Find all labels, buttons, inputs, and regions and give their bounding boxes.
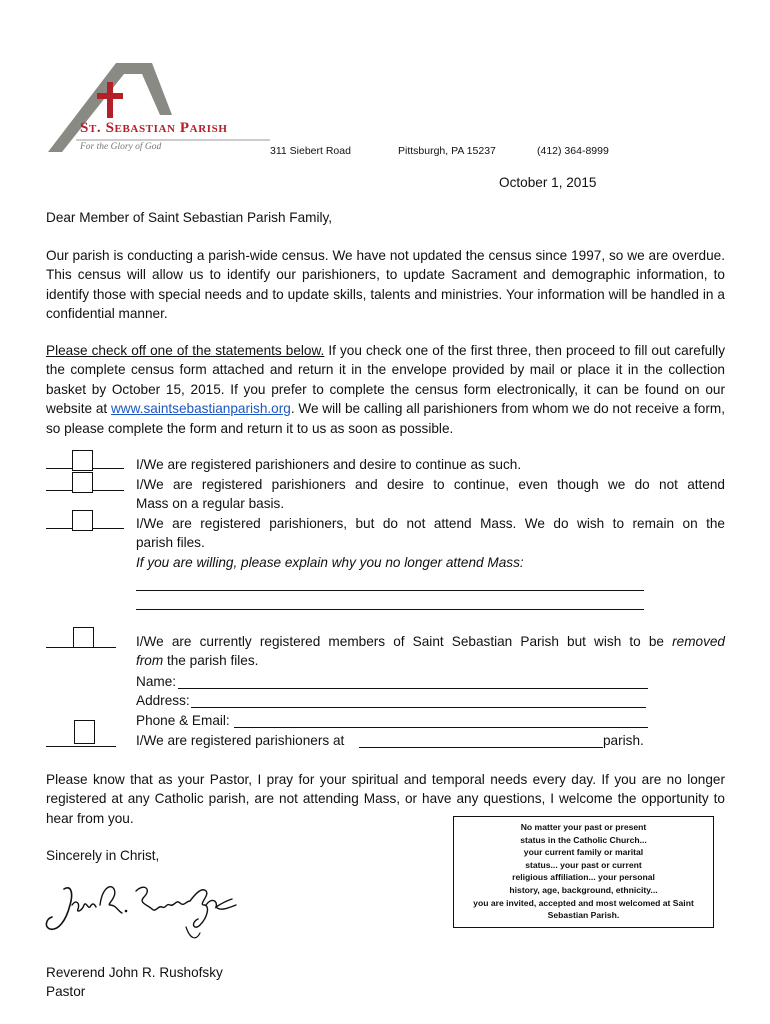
- instructions-underlined: Please check off one of the statements below.: [46, 343, 325, 358]
- note-line: No matter your past or present: [520, 822, 647, 832]
- option5-blank: [46, 746, 116, 747]
- parish-logo: [44, 60, 274, 155]
- address-field[interactable]: [191, 707, 646, 708]
- option3-text: [136, 514, 725, 572]
- parish-tagline: For the Glory of God: [80, 142, 162, 152]
- intro-paragraph: Our parish is conducting a parish-wide census. We have not updated the census since 1997, so we are overdue. This census will allow us to identify our parishioners, to update Sacrament and demographic information, to identify those with special needs and to update skills, talents and ministries. Your information will be handled in a confidential manner.: [46, 248, 725, 322]
- name-label: Name:: [136, 674, 177, 689]
- option2-line1: I/We are registered parishioners and desire to continue, even though we do not attend: [136, 477, 725, 492]
- note-line: history, age, background, ethnicity...: [509, 884, 658, 895]
- parish-name: St. Sebastian Parish: [80, 120, 228, 136]
- letter-date: October 1, 2015: [499, 175, 597, 190]
- welcome-note-box: [453, 816, 714, 928]
- option2-text: [136, 475, 725, 514]
- note-line: your current family or marital: [523, 847, 644, 858]
- phone-email-field[interactable]: [234, 727, 648, 728]
- option4-checkbox[interactable]: [73, 627, 94, 648]
- note-line: Sebastian Parish.: [547, 910, 620, 921]
- option1-text: I/We are registered parishioners and desire to continue as such.: [136, 457, 522, 472]
- header-phone: (412) 364-8999: [537, 145, 609, 157]
- sign-off: Sincerely in Christ,: [46, 848, 160, 863]
- other-parish-field[interactable]: [359, 747, 603, 748]
- note-line: religious affiliation... your personal: [512, 872, 655, 883]
- note-line: status... your past or current: [525, 859, 642, 870]
- name-field[interactable]: [178, 688, 648, 689]
- salutation: Dear Member of Saint Sebastian Parish Family,: [46, 210, 333, 225]
- option3-line1: I/We are registered parishioners, but do not attend Mass. We do wish to remain on the: [136, 516, 725, 531]
- note-line: you are invited, accepted and most welcomed at Saint: [473, 897, 694, 908]
- option1-checkbox[interactable]: [72, 450, 93, 471]
- option3-prompt: If you are willing, please explain why you no longer attend Mass:: [136, 554, 524, 570]
- signer-name: Reverend John R. Rushofsky: [46, 965, 223, 980]
- option2-line2: Mass on a regular basis.: [136, 496, 285, 512]
- option4-text: [136, 632, 725, 671]
- header-city: Pittsburgh, PA 15237: [398, 145, 496, 157]
- option5-suffix: parish.: [603, 733, 644, 748]
- option4-line1: I/We are currently registered members of Saint Sebastian Parish but wish to be removed: [136, 634, 725, 649]
- instructions-part2: . We will be calling all parishioners from whom we do not receive a form, so please complete the form and return it to us as soon as possible.: [46, 401, 725, 436]
- option4-line2: from the parish files.: [136, 653, 259, 669]
- instructions-part1: If you check one of the first three, then proceed to fill out carefully the complete census form attached and return it in the envelope provided by mail or place it in the collection basket by October 15, 2015. If you prefer to complete the census form electronically, it can be found on our website at: [46, 343, 725, 417]
- note-line: status in the Catholic Church...: [520, 834, 647, 845]
- option5-prefix: I/We are registered parishioners at: [136, 733, 345, 748]
- roof-cross-icon: [44, 60, 274, 155]
- website-link[interactable]: www.saintsebastianparish.org: [110, 401, 291, 417]
- closing-paragraph: Please know that as your Pastor, I pray for your spiritual and temporal needs every day. If you are no longer registered at any Catholic parish, are not attending Mass, or have any questions, I welcome the opportunity to hear from you.: [46, 772, 725, 826]
- explain-line-1[interactable]: [136, 590, 644, 591]
- option3-checkbox[interactable]: [72, 510, 93, 531]
- signer-title: Pastor: [46, 984, 86, 999]
- option2-checkbox[interactable]: [72, 472, 93, 493]
- instructions-paragraph: [46, 341, 725, 438]
- signature: [40, 875, 250, 945]
- explain-line-2[interactable]: [136, 609, 644, 610]
- option5-checkbox[interactable]: [74, 720, 95, 744]
- header-street: 311 Siebert Road: [270, 145, 351, 157]
- phone-email-label: Phone & Email:: [136, 713, 230, 728]
- option3-line2: parish files.: [136, 535, 205, 551]
- address-label: Address:: [136, 693, 190, 708]
